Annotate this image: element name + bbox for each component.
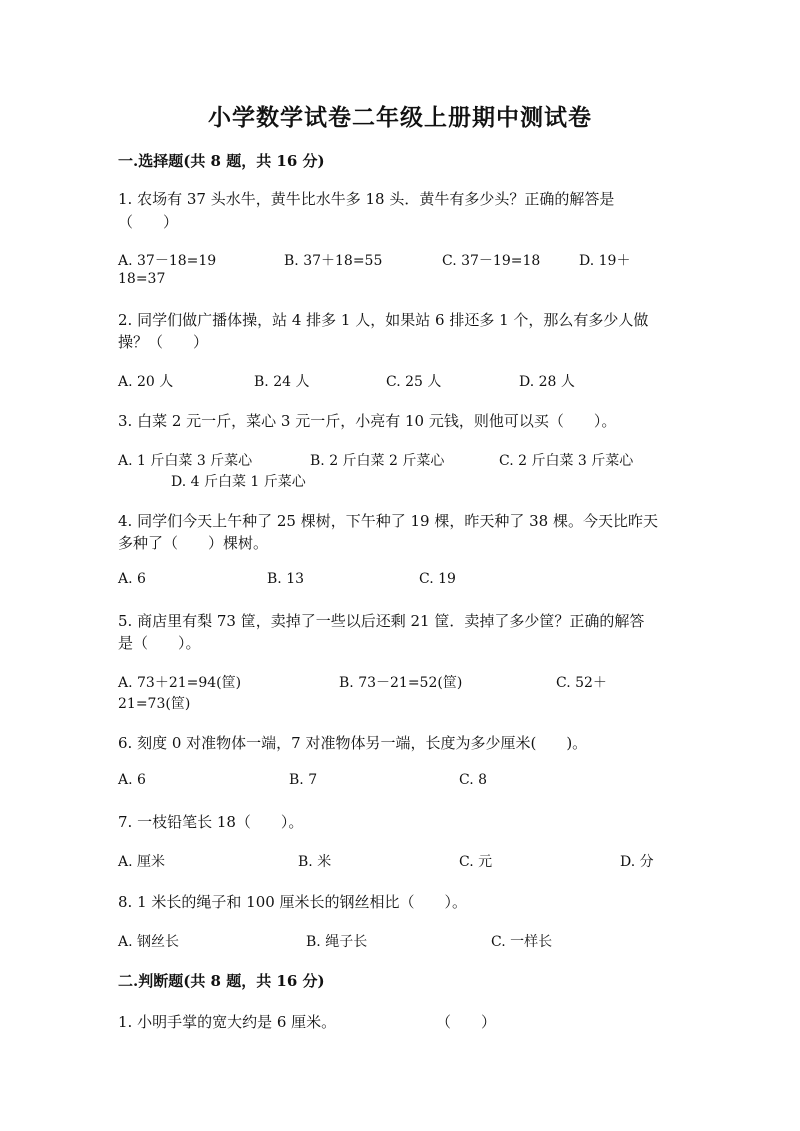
question-7-option-b: B. 米 [298, 854, 332, 870]
question-2-option-a: A. 20 人 [118, 374, 174, 390]
question-5-text-cont: 是（ ）。 [118, 634, 201, 652]
question-1-option-d: D. 19＋ [579, 253, 631, 269]
question-5-option-a: A. 73＋21=94(筐) [118, 675, 242, 691]
question-3-text: 3. 白菜 2 元一斤，菜心 3 元一斤，小亮有 10 元钱，则他可以买（ ）。 [118, 412, 617, 430]
question-6-option-c: C. 8 [459, 772, 488, 788]
question-3-option-b: B. 2 斤白菜 2 斤菜心 [310, 453, 445, 469]
question-7-option-c: C. 元 [459, 854, 493, 870]
question-4-option-c: C. 19 [419, 571, 456, 587]
question-4-text-cont: 多种了（ ）棵树。 [118, 534, 269, 552]
question-6-option-b: B. 7 [289, 772, 318, 788]
question-3-option-a: A. 1 斤白菜 3 斤菜心 [118, 453, 253, 469]
section-heading-judgement: 二.判断题(共 8 题，共 16 分) [118, 972, 325, 990]
question-5-option-c: C. 52＋ [556, 675, 607, 691]
question-5-option-b: B. 73－21=52(筐) [339, 675, 463, 691]
question-1-option-b: B. 37＋18=55 [284, 253, 383, 269]
question-2-text-cont: 操？（ ） [118, 333, 209, 351]
question-1-text: 1. 农场有 37 头水牛，黄牛比水牛多 18 头．黄牛有多少头？正确的解答是 [118, 190, 615, 208]
section-heading-choice: 一.选择题(共 8 题，共 16 分) [118, 152, 325, 170]
question-1-option-a: A. 37－18=19 [118, 253, 217, 269]
judgement-1-text: 1. 小明手掌的宽大约是 6 厘米。 [118, 1013, 337, 1031]
question-3-option-c: C. 2 斤白菜 3 斤菜心 [499, 453, 634, 469]
question-8-option-b: B. 绳子长 [306, 934, 368, 950]
question-1-blank: （ ） [118, 213, 179, 231]
question-4-option-a: A. 6 [118, 571, 146, 587]
question-6-option-a: A. 6 [118, 772, 146, 788]
question-4-text: 4. 同学们今天上午种了 25 棵树，下午种了 19 棵，昨天种了 38 棵。今天比昨天 [118, 512, 658, 530]
page-title: 小学数学试卷二年级上册期中测试卷 [208, 104, 592, 131]
question-2-option-d: D. 28 人 [519, 374, 575, 390]
question-8-text: 8. 1 米长的绳子和 100 厘米长的钢丝相比（ ）。 [118, 893, 468, 911]
question-3-option-d: D. 4 斤白菜 1 斤菜心 [171, 474, 306, 490]
question-2-option-b: B. 24 人 [254, 374, 310, 390]
question-2-option-c: C. 25 人 [386, 374, 442, 390]
question-2-text: 2. 同学们做广播体操，站 4 排多 1 人，如果站 6 排还多 1 个，那么有多少人做 [118, 311, 649, 329]
question-5-option-c-cont: 21=73(筐) [118, 696, 191, 712]
question-1-option-d-cont: 18=37 [118, 271, 166, 287]
question-1-option-c: C. 37－19=18 [442, 253, 541, 269]
question-7-option-d: D. 分 [620, 854, 654, 870]
question-5-text: 5. 商店里有梨 73 筐，卖掉了一些以后还剩 21 筐．卖掉了多少筐？正确的解答 [118, 612, 645, 630]
question-8-option-c: C. 一样长 [491, 934, 553, 950]
question-7-option-a: A. 厘米 [118, 854, 166, 870]
question-7-text: 7. 一枝铅笔长 18（ ）。 [118, 813, 304, 831]
judgement-1-blank: （ ） [436, 1013, 497, 1031]
question-6-text: 6. 刻度 0 对准物体一端，7 对准物体另一端，长度为多少厘米( )。 [118, 734, 588, 752]
question-4-option-b: B. 13 [267, 571, 305, 587]
question-8-option-a: A. 钢丝长 [118, 934, 180, 950]
